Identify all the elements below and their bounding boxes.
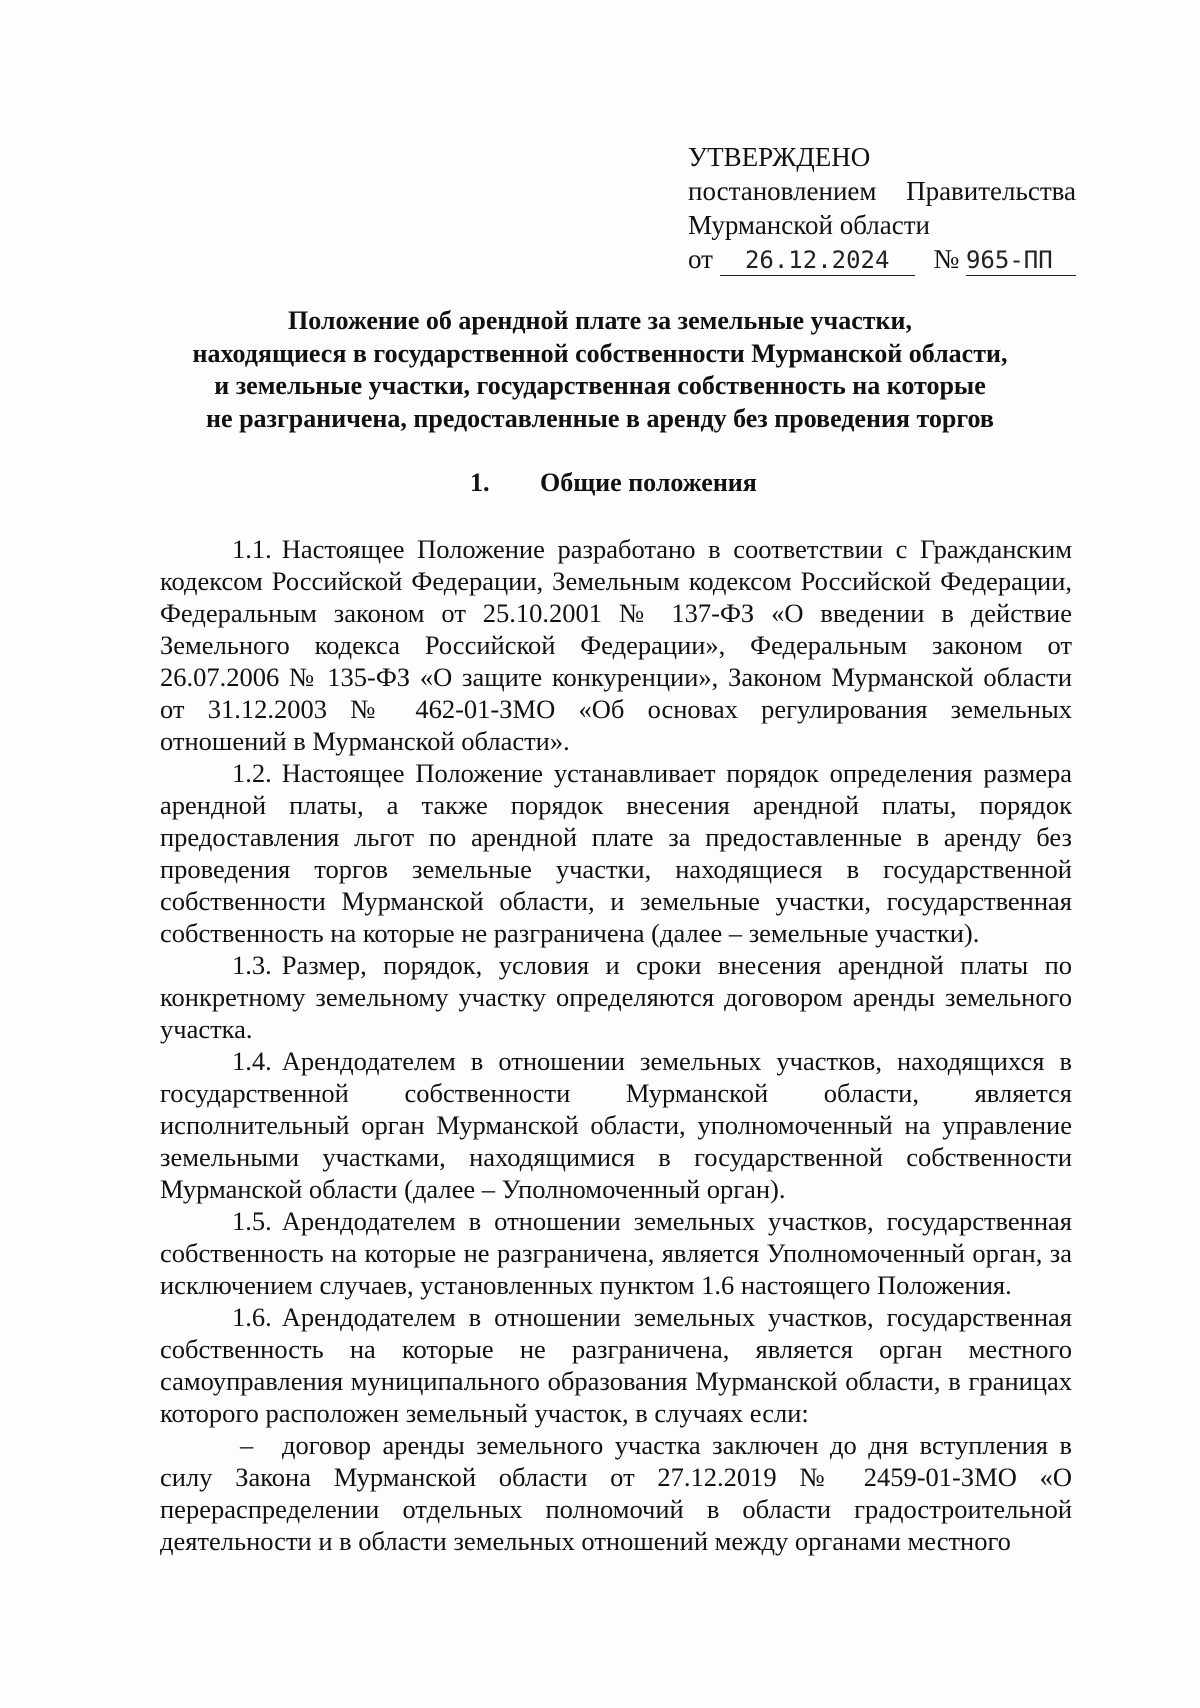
approval-decree-word: постановлением — [688, 176, 877, 206]
document-body — [160, 533, 1072, 1557]
paragraph-number: 1.2. — [232, 758, 272, 788]
number-prefix: № — [933, 244, 960, 274]
title-line: находящиеся в государственной собственности Мурманской области, — [192, 338, 1008, 368]
paragraph-text: Арендодателем в отношении земельных участков, государственная собственность на которые не разграничена, является Уполномоченный орган, за исключением случаев, установленных пунктом 1.6 настоящего Положения. — [160, 1206, 1072, 1300]
approval-region: Мурманской области — [688, 210, 930, 240]
paragraph — [160, 757, 1072, 949]
section-number: 1. — [470, 468, 490, 497]
approval-stamp: УТВЕРЖДЕНО — [688, 142, 871, 172]
document-title — [140, 305, 1060, 435]
date-prefix: от — [688, 244, 713, 274]
paragraph-number: 1.5. — [232, 1206, 272, 1236]
approval-date-line — [688, 242, 1088, 276]
paragraph-number: 1.6. — [232, 1302, 272, 1332]
dash-marker: – — [240, 1430, 254, 1460]
title-line: Положение об арендной плате за земельные участки, — [288, 306, 912, 335]
paragraph — [160, 949, 1072, 1045]
paragraph-text: Настоящее Положение устанавливает порядок определения размера арендной платы, а также порядок внесения арендной платы, порядок предоставления льгот по арендной плате за предоставленные в аренду без проведения торгов земельные участки, находящиеся в государственной собственности Мурманской области, и земельные участки, государственная собственность на которые не разграничена (далее – земельные участки). — [160, 758, 1072, 948]
approval-line-1 — [688, 174, 1076, 208]
paragraph — [160, 1045, 1072, 1205]
bullet-text: договор аренды земельного участка заключен до дня вступления в силу Закона Мурманской области от 27.12.2019 № 2459-01-ЗМО «О перераспределении отдельных полномочий в области градостроительной деятельности и в области земельных отношений между органами местного — [160, 1430, 1072, 1556]
title-line: и земельные участки, государственная собственность на которые — [214, 371, 986, 400]
approval-government-word: Правительства — [906, 176, 1076, 206]
paragraph-text: Арендодателем в отношении земельных участков, находящихся в государственной собственности Мурманской области, является исполнительный орган Мурманской области, уполномоченный на управление земельными участками, находящимися в государственной собственности Мурманской области (далее – Уполномоченный орган). — [160, 1046, 1072, 1204]
decree-date: 26.12.2024 — [720, 245, 915, 276]
paragraph-text: Размер, порядок, условия и сроки внесения арендной платы по конкретному земельному участку определяются договором аренды земельного участка. — [160, 950, 1072, 1044]
bullet-item — [160, 1429, 1072, 1557]
approval-block — [688, 140, 1088, 276]
section-heading — [470, 467, 757, 499]
paragraph-number: 1.1. — [232, 534, 272, 564]
paragraph — [160, 533, 1072, 757]
title-line: не разграничена, предоставленные в аренду без проведения торгов — [206, 403, 994, 433]
paragraph-text: Арендодателем в отношении земельных участков, государственная собственность на которые не разграничена, является орган местного самоуправления муниципального образования Мурманской области, в границах которого расположен земельный участок, в случаях если: — [160, 1302, 1072, 1428]
paragraph-number: 1.3. — [232, 950, 272, 980]
paragraph — [160, 1301, 1072, 1429]
section-title: Общие положения — [540, 468, 757, 497]
paragraph — [160, 1205, 1072, 1301]
paragraph-number: 1.4. — [232, 1046, 272, 1076]
decree-number: 965-ПП — [966, 245, 1076, 276]
paragraph-text: Настоящее Положение разработано в соответствии с Гражданским кодексом Российской Федерации, Земельным кодексом Российской Федерации, Федеральным законом от 25.10.2001 № 137-ФЗ «О введении в действие Земельного кодекса Российской Федерации», Федеральным законом от 26.07.2006 № 135-ФЗ «О защите конкуренции», Законом Мурманской области от 31.12.2003 № 462-01-ЗМО «Об основах регулирования земельных отношений в Мурманской области». — [160, 534, 1072, 756]
